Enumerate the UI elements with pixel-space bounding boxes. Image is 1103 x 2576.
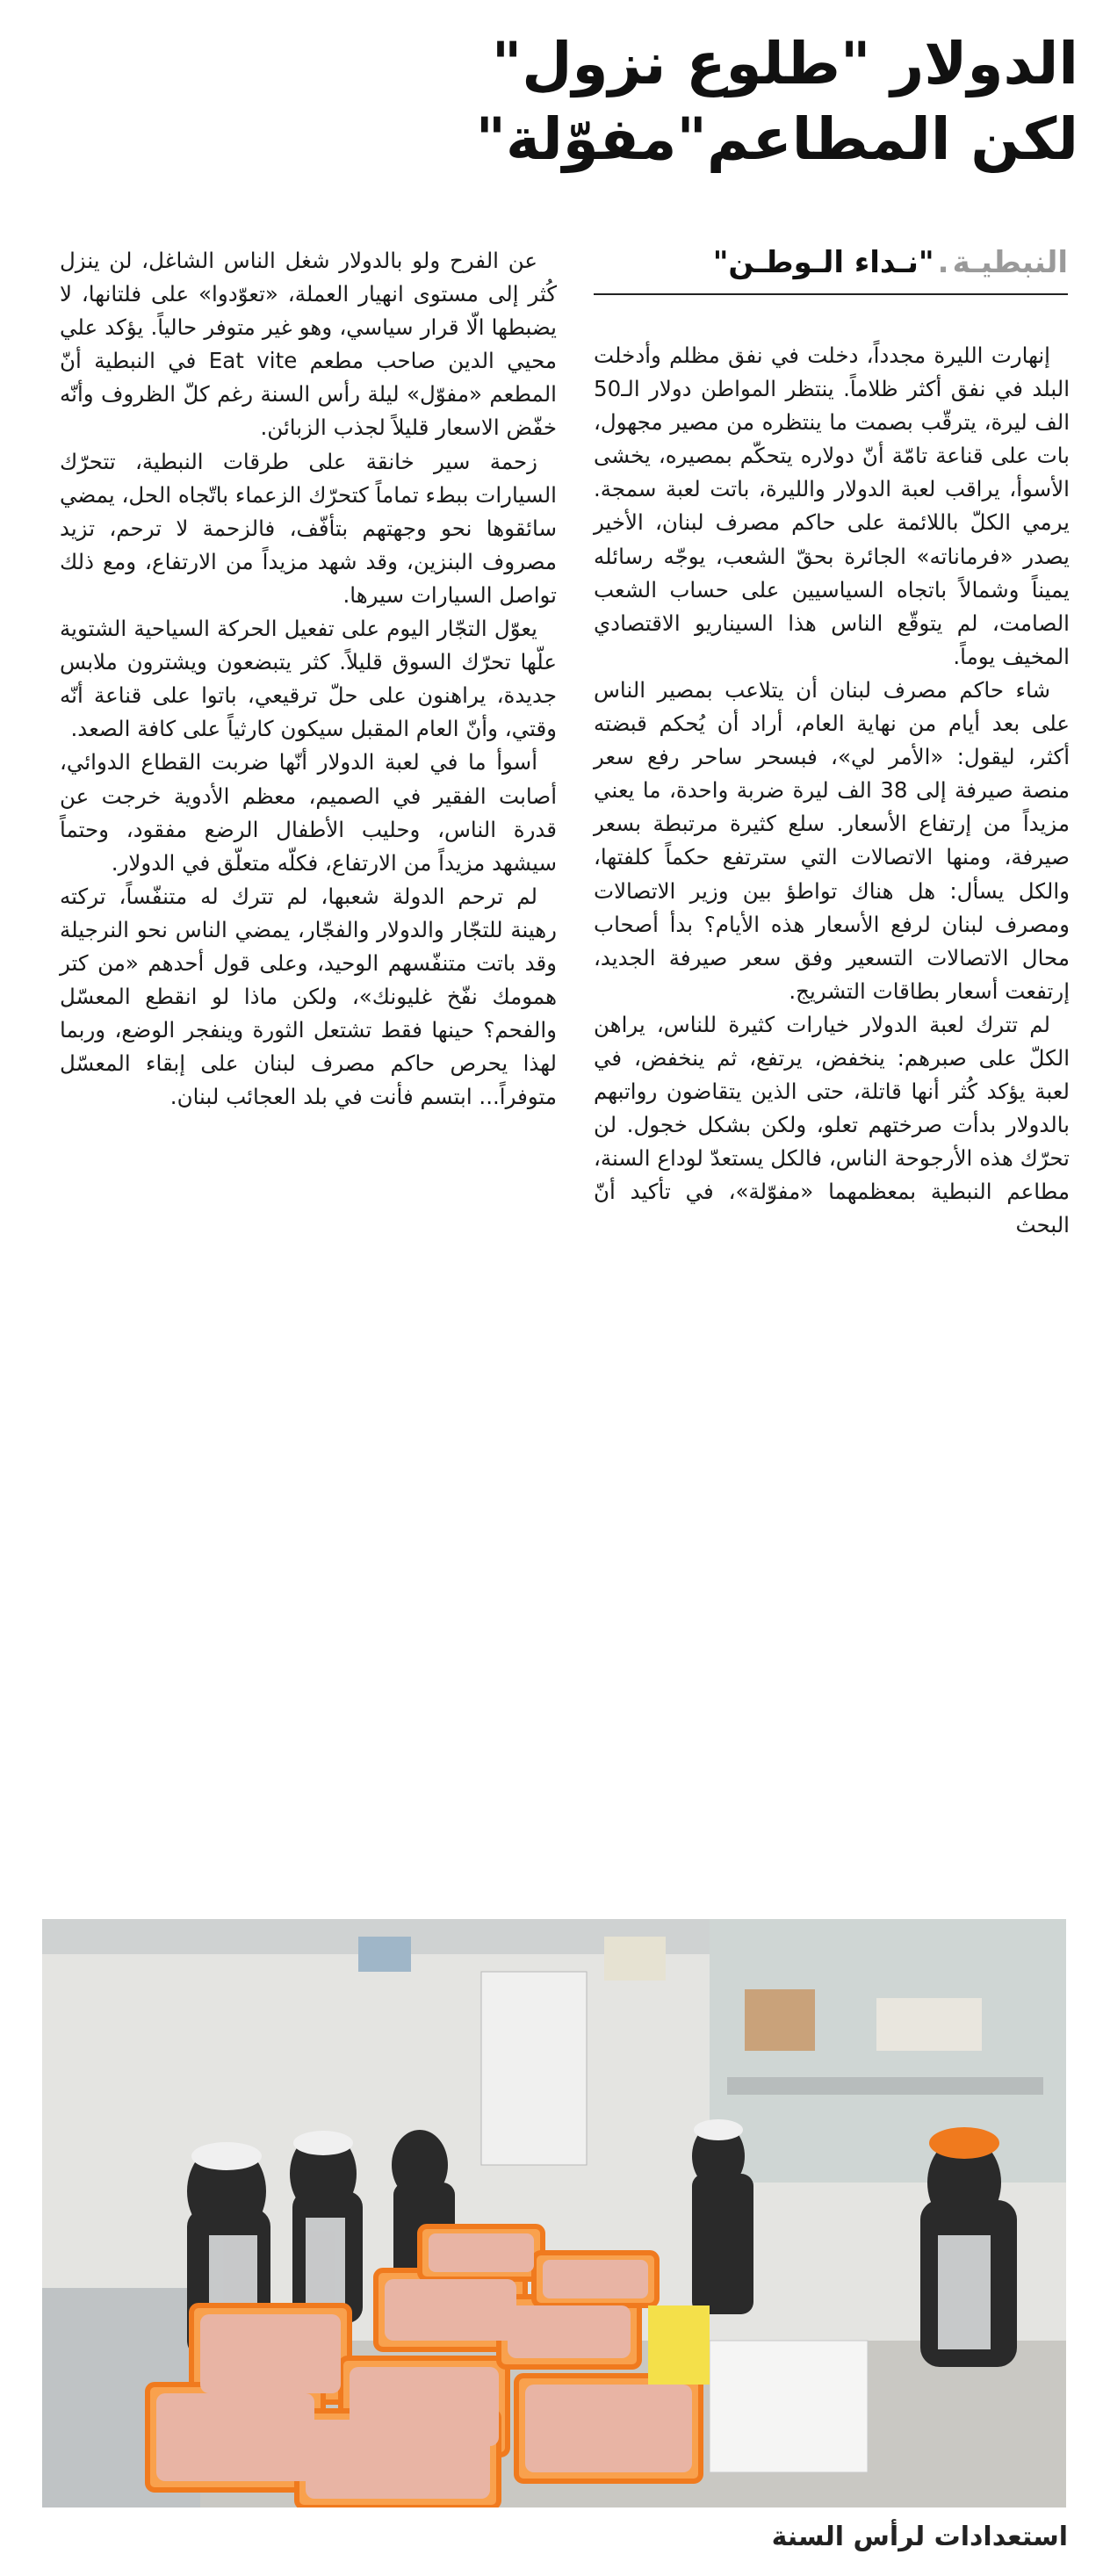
photo-caption: استعدادات لرأس السنة — [771, 2522, 1068, 2552]
paragraph: إنهارت الليرة مجدداً، دخلت في نفق مظلم وأدخلت البلد في نفق أكثر ظلاماً. ينتظر المواطن دولار الـ50 الف ليرة، يترقّب بصمت ما ينتظره من مصير مجهول، بات على قناعة تامّة أنّ دولاره يتحكّم بمصيره، يخشى الأسوأ، يراقب لعبة الدولار والليرة، باتت لعبة سمجة. يرمي الكلّ باللائمة على حاكم مصرف لبنان، الأخير يصدر «فرماناته» الجائرة بحقّ الشعب، يوجّه رسائله يميناً وشمالاً باتجاه السياسيين على حساب الشعب الصامت، لم يتوقّع الناس هذا السيناريو الاقتصادي المخيف يوماً. — [594, 343, 1070, 669]
byline-source: "نـداء الـوطـن" — [712, 245, 934, 280]
byline — [594, 241, 1068, 295]
paragraph: يعوّل التجّار اليوم على تفعيل الحركة السياحية الشتوية علّها تحرّك السوق قليلاً. كثر يتبضعون ويشترون ملابس جديدة، يراهنون على حلّ ترقيعي، باتوا على قناعة أنّه وقتي، وأنّ العام المقبل سيكون كارثياً على كافة الصعد. — [60, 616, 557, 742]
paragraph: عن الفرح ولو بالدولار شغل الناس الشاغل، لن ينزل كُثر إلى مستوى انهيار العملة، «تعوّدوا» على فلتانها، لا يضبطها الّا قرار سياسي، وهو غير متوفر حالياً. يؤكد علي محيي الدين صاحب مطعم Eat vite في النبطية أنّ المطعم «مفوّل» ليلة رأس السنة رغم كلّ الظروف وأنّه خفّض الاسعار قليلاً لجذب الزبائن. — [60, 248, 558, 441]
paragraph: شاء حاكم مصرف لبنان أن يتلاعب بمصير الناس على بعد أيام من نهاية العام، أراد أن يُحكم قبضته أكثر، ليقول: «الأمر لي»، فبسحر ساحر رفع سعر منصة صيرفة إلى 38 الف ليرة ضربة واحدة، ما يعني مزيداً من إرتفاع الأسعار. سلع كثيرة مرتبطة بسعر صيرفة، ومنها الاتصالات التي سترتفع حكماً كلفتها، والكل يسأل: هل هناك تواطؤ بين وزير الاتصالات ومصرف لبنان لرفع الأسعار هذه الأيام؟ بدأ أصحاب محال الاتصالات التسعير وفق سعر صيرفة الجديد، إرتفعت أسعار بطاقات التشريج. — [594, 676, 1071, 1004]
paragraph: لم تترك لعبة الدولار خيارات كثيرة للناس، يراهن الكلّ على صبرهم: ينخفض، يرتفع، ثم ينخفض، في لعبة يؤكد كُثر أنها قاتلة، حتى الذين يتقاضون رواتبهم بالدولار بدأت صرختهم تعلو، ولكن بشكل خجول. لن تحرّك هذه الأرجوحة الناس، فالكل يستعدّ لوداع السنة، مطاعم النبطية بمعظمهما «مفوّلة»، في تأكيد أنّ البحث — [594, 1011, 1070, 1238]
headline-line-1: الدولار "طلوع نزول" — [491, 30, 1078, 97]
restaurant-kitchen-photo — [42, 1919, 1066, 2507]
article-column-right — [594, 339, 1070, 1243]
paragraph: أسوأ ما في لعبة الدولار أنّها ضربت القطاع الدوائي، أصابت الفقير في الصميم، معظم الأدوية خرجت عن قدرة الناس، وحليب الأطفال الرضع مفقود، وحتماً سيشهد مزيداً من الارتفاع، فكلّه متعلّق في الدولار. — [60, 749, 557, 876]
paragraph: زحمة سير خانقة على طرقات النبطية، تتحرّك السيارات ببطء تماماً كتحرّك الزعماء باتّجاه الحل، يمضي سائقوها نحو وجهتهم بتأفّف، فالزحمة لا ترحم، تزيد مصروف البنزين، وقد شهد مزيداً من الارتفاع، ومع ذلك تواصل السيارات سيرها. — [60, 448, 557, 608]
byline-separator: . — [937, 245, 949, 280]
paragraph: لم ترحم الدولة شعبها، لم تترك له متنفّساً، تركته رهينة للتجّار والدولار والفجّار، يمضي الناس نحو النرجيلة وقد باتت متنفّسهم الوحيد، وعلى قول أحدهم «من كتر همومك نفّخ غليونك»، ولكن ماذا لو انقطع المعسّل والفحم؟ حينها فقط تشتعل الثورة وينفجر الوضع، وربما لهذا يحرص حاكم مصرف لبنان على إبقاء المعسّل متوفراً... ابتسم فأنت في بلد العجائب لبنان. — [60, 883, 557, 1110]
article-column-left — [60, 244, 557, 1114]
headline — [25, 26, 1078, 177]
byline-place: النبطيـة — [952, 245, 1068, 280]
headline-line-2: لكن المطاعم"مفوّلة" — [475, 105, 1078, 173]
